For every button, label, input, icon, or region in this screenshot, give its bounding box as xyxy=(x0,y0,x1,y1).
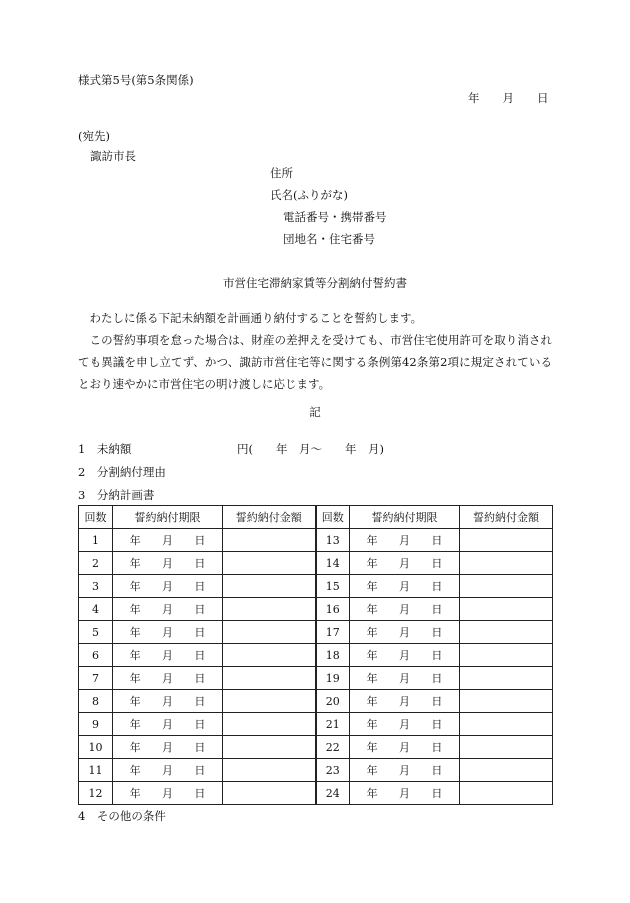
date-part: 月 xyxy=(161,534,173,547)
date-part: 日 xyxy=(194,695,206,708)
installment-number: 1 xyxy=(79,529,113,552)
table-row xyxy=(79,644,553,667)
installment-number: 15 xyxy=(316,575,350,598)
deadline-cell-left[interactable] xyxy=(113,575,223,598)
date-part: 日 xyxy=(431,649,443,662)
date-part: 日 xyxy=(194,603,206,616)
date-part: 日 xyxy=(431,534,443,547)
deadline-cell-left[interactable] xyxy=(113,598,223,621)
amount-cell-right[interactable] xyxy=(460,736,553,759)
deadline-cell-right[interactable] xyxy=(350,644,460,667)
addressee-prefix: (宛先) xyxy=(78,129,110,143)
installment-number: 7 xyxy=(79,667,113,690)
date-part: 日 xyxy=(194,764,206,777)
table-row xyxy=(79,575,553,598)
date-part: 月 xyxy=(398,626,410,639)
deadline-cell-left[interactable] xyxy=(113,529,223,552)
deadline-cell-left[interactable] xyxy=(113,759,223,782)
date-part: 日 xyxy=(194,741,206,754)
date-part: 年 xyxy=(129,764,141,777)
header-amount-left: 誓約納付金額 xyxy=(223,506,316,529)
date-part: 日 xyxy=(431,626,443,639)
header-amount-right: 誓約納付金額 xyxy=(460,506,553,529)
date-part: 年 xyxy=(366,534,378,547)
date-part: 年 xyxy=(366,649,378,662)
date-line: 年 月 日 xyxy=(468,91,549,105)
date-part: 年 xyxy=(366,718,378,731)
date-part: 年 xyxy=(366,603,378,616)
date-part: 年 xyxy=(366,741,378,754)
installment-number: 2 xyxy=(79,552,113,575)
deadline-cell-right[interactable] xyxy=(350,667,460,690)
date-part: 月 xyxy=(161,741,173,754)
amount-cell-left[interactable] xyxy=(223,690,316,713)
installment-number: 13 xyxy=(316,529,350,552)
amount-cell-right[interactable] xyxy=(460,552,553,575)
deadline-cell-left[interactable] xyxy=(113,644,223,667)
amount-cell-right[interactable] xyxy=(460,529,553,552)
installment-number: 4 xyxy=(79,598,113,621)
table-row xyxy=(79,621,553,644)
table-row xyxy=(79,759,553,782)
date-part: 日 xyxy=(431,580,443,593)
table-row xyxy=(79,782,553,805)
date-part: 月 xyxy=(398,695,410,708)
date-part: 年 xyxy=(129,649,141,662)
deadline-cell-left[interactable] xyxy=(113,713,223,736)
date-part: 年 xyxy=(129,787,141,800)
date-part: 月 xyxy=(161,718,173,731)
date-part: 月 xyxy=(398,764,410,777)
installment-number: 18 xyxy=(316,644,350,667)
table-header-row xyxy=(79,506,553,529)
table-row xyxy=(79,598,553,621)
reason-label: 2 分割納付理由 xyxy=(78,465,166,479)
amount-cell-left[interactable] xyxy=(223,782,316,805)
amount-cell-left[interactable] xyxy=(223,736,316,759)
date-part: 年 xyxy=(366,626,378,639)
amount-cell-right[interactable] xyxy=(460,644,553,667)
date-part: 月 xyxy=(161,695,173,708)
amount-cell-left[interactable] xyxy=(223,713,316,736)
amount-cell-left[interactable] xyxy=(223,552,316,575)
deadline-cell-left[interactable] xyxy=(113,782,223,805)
amount-cell-left[interactable] xyxy=(223,644,316,667)
installment-number: 16 xyxy=(316,598,350,621)
amount-cell-right[interactable] xyxy=(460,713,553,736)
amount-cell-right[interactable] xyxy=(460,575,553,598)
amount-cell-left[interactable] xyxy=(223,667,316,690)
deadline-cell-left[interactable] xyxy=(113,690,223,713)
date-part: 日 xyxy=(431,557,443,570)
date-part: 年 xyxy=(366,764,378,777)
deadline-cell-right[interactable] xyxy=(350,575,460,598)
deadline-cell-right[interactable] xyxy=(350,713,460,736)
body-paragraph-2: この誓約事項を怠った場合は、財産の差押えを受けても、市営住宅使用許可を取り消されても異議を申し立てず、かつ、諏訪市営住宅等に関する条例第42条第2項に規定されているとおり速やかに市営住宅の明け渡しに応じます。 xyxy=(78,333,552,391)
date-part: 日 xyxy=(431,672,443,685)
deadline-cell-right[interactable] xyxy=(350,552,460,575)
document-title: 市営住宅滞納家賃等分割納付誓約書 xyxy=(223,276,407,290)
installment-number: 14 xyxy=(316,552,350,575)
body-paragraph-1: わたしに係る下記未納額を計画通り納付することを誓約します。 xyxy=(89,311,423,325)
date-part: 日 xyxy=(431,741,443,754)
housing-label: 団地名・住宅番号 xyxy=(283,232,375,246)
date-part: 年 xyxy=(366,787,378,800)
date-part: 日 xyxy=(194,626,206,639)
installment-number: 22 xyxy=(316,736,350,759)
date-part: 月 xyxy=(161,557,173,570)
date-part: 日 xyxy=(194,649,206,662)
date-part: 月 xyxy=(398,557,410,570)
table-row xyxy=(79,552,553,575)
deadline-cell-right[interactable] xyxy=(350,736,460,759)
date-part: 月 xyxy=(398,672,410,685)
date-part: 年 xyxy=(129,718,141,731)
installment-number: 17 xyxy=(316,621,350,644)
date-part: 月 xyxy=(161,649,173,662)
date-part: 日 xyxy=(194,557,206,570)
date-part: 年 xyxy=(129,580,141,593)
installment-number: 24 xyxy=(316,782,350,805)
deadline-cell-right[interactable] xyxy=(350,598,460,621)
installment-number: 20 xyxy=(316,690,350,713)
installment-number: 12 xyxy=(79,782,113,805)
date-part: 月 xyxy=(398,580,410,593)
installment-number: 19 xyxy=(316,667,350,690)
date-part: 年 xyxy=(129,741,141,754)
deadline-cell-right[interactable] xyxy=(350,529,460,552)
installment-number: 8 xyxy=(79,690,113,713)
date-part: 年 xyxy=(366,557,378,570)
date-part: 年 xyxy=(129,557,141,570)
date-part: 年 xyxy=(129,534,141,547)
amount-cell-left[interactable] xyxy=(223,621,316,644)
other-conditions-label: 4 その他の条件 xyxy=(78,809,166,823)
date-part: 日 xyxy=(431,787,443,800)
date-part: 日 xyxy=(194,672,206,685)
table-row xyxy=(79,736,553,759)
installment-number: 21 xyxy=(316,713,350,736)
deadline-cell-right[interactable] xyxy=(350,690,460,713)
table-row xyxy=(79,529,553,552)
date-part: 日 xyxy=(194,580,206,593)
date-part: 月 xyxy=(161,672,173,685)
amount-cell-right[interactable] xyxy=(460,759,553,782)
date-part: 日 xyxy=(194,534,206,547)
table-row xyxy=(79,713,553,736)
date-part: 年 xyxy=(366,580,378,593)
header-deadline-right: 誓約納付期限 xyxy=(350,506,460,529)
amount-cell-left[interactable] xyxy=(223,575,316,598)
date-part: 月 xyxy=(398,603,410,616)
date-part: 月 xyxy=(398,649,410,662)
date-part: 年 xyxy=(129,695,141,708)
header-count-left: 回数 xyxy=(79,506,113,529)
date-part: 年 xyxy=(129,603,141,616)
amount-cell-left[interactable] xyxy=(223,759,316,782)
date-part: 年 xyxy=(129,672,141,685)
date-part: 月 xyxy=(398,718,410,731)
date-part: 月 xyxy=(398,534,410,547)
deadline-cell-right[interactable] xyxy=(350,782,460,805)
installment-number: 6 xyxy=(79,644,113,667)
installment-number: 3 xyxy=(79,575,113,598)
date-part: 日 xyxy=(431,718,443,731)
date-part: 月 xyxy=(161,764,173,777)
header-deadline-left: 誓約納付期限 xyxy=(113,506,223,529)
deadline-cell-right[interactable] xyxy=(350,621,460,644)
ki-heading: 記 xyxy=(309,405,321,419)
date-part: 年 xyxy=(366,672,378,685)
installment-number: 5 xyxy=(79,621,113,644)
date-part: 日 xyxy=(431,764,443,777)
date-part: 月 xyxy=(161,626,173,639)
header-count-right: 回数 xyxy=(316,506,350,529)
amount-cell-left[interactable] xyxy=(223,529,316,552)
address-label: 住所 xyxy=(270,166,293,180)
date-part: 月 xyxy=(398,741,410,754)
deadline-cell-right[interactable] xyxy=(350,759,460,782)
date-part: 日 xyxy=(431,695,443,708)
installment-number: 9 xyxy=(79,713,113,736)
deadline-cell-left[interactable] xyxy=(113,736,223,759)
deadline-cell-left[interactable] xyxy=(113,552,223,575)
date-part: 月 xyxy=(161,603,173,616)
amount-cell-right[interactable] xyxy=(460,667,553,690)
installment-number: 10 xyxy=(79,736,113,759)
date-part: 日 xyxy=(194,787,206,800)
amount-cell-right[interactable] xyxy=(460,690,553,713)
plan-label: 3 分納計画書 xyxy=(78,488,155,502)
date-part: 年 xyxy=(129,626,141,639)
deadline-cell-left[interactable] xyxy=(113,621,223,644)
table-row xyxy=(79,667,553,690)
deadline-cell-left[interactable] xyxy=(113,667,223,690)
table-row xyxy=(79,690,553,713)
date-part: 日 xyxy=(194,718,206,731)
amount-cell-right[interactable] xyxy=(460,782,553,805)
unpaid-label: 1 未納額 xyxy=(78,442,132,456)
unpaid-value: 円( 年 月～ 年 月) xyxy=(237,442,384,456)
installment-plan-table xyxy=(78,505,553,805)
installment-number: 11 xyxy=(79,759,113,782)
date-part: 年 xyxy=(366,695,378,708)
addressee: 諏訪市長 xyxy=(90,149,136,163)
installment-number: 23 xyxy=(316,759,350,782)
form-number: 様式第5号(第5条関係) xyxy=(78,73,194,87)
date-part: 日 xyxy=(431,603,443,616)
date-part: 月 xyxy=(161,580,173,593)
date-part: 月 xyxy=(398,787,410,800)
body-text xyxy=(78,307,552,395)
date-part: 月 xyxy=(161,787,173,800)
amount-cell-right[interactable] xyxy=(460,621,553,644)
amount-cell-left[interactable] xyxy=(223,598,316,621)
name-label: 氏名(ふりがな) xyxy=(270,188,348,202)
phone-label: 電話番号・携帯番号 xyxy=(283,210,387,224)
amount-cell-right[interactable] xyxy=(460,598,553,621)
